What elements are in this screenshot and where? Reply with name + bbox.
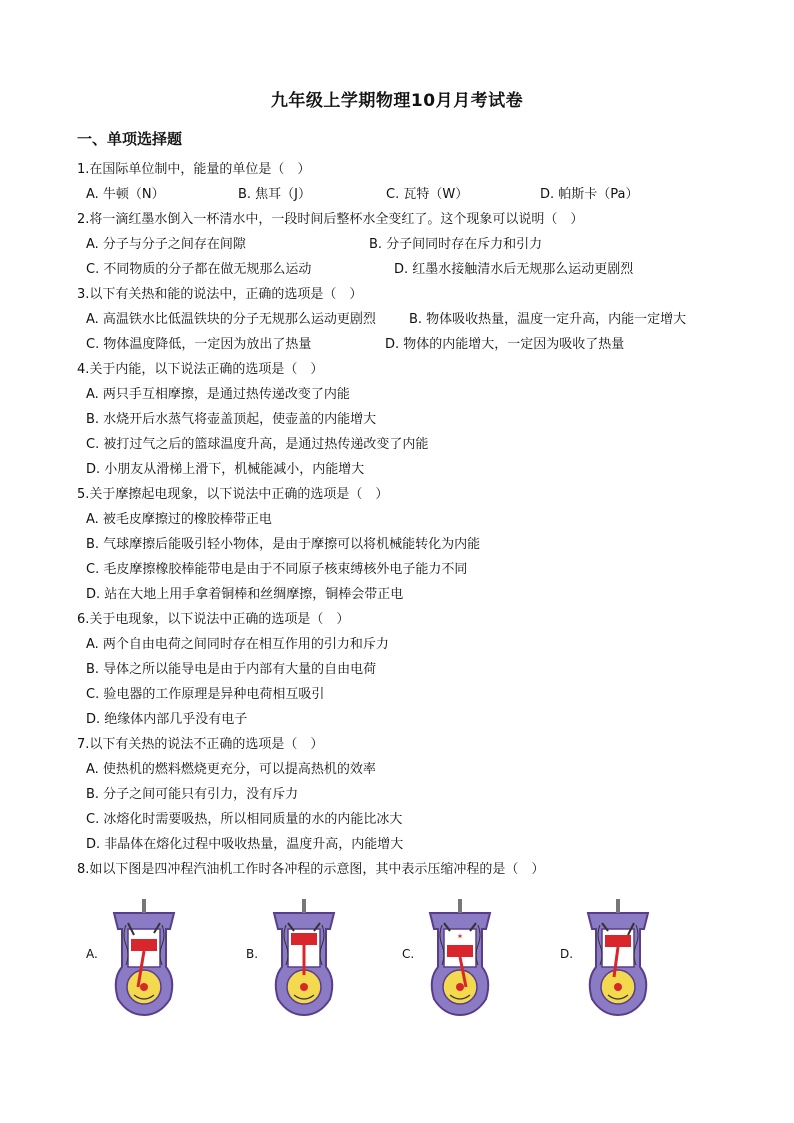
- question-4-option-b: B. 水烧开后水蒸气将壶盖顶起，使壶盖的内能增大: [86, 412, 377, 427]
- svg-text:✶: ✶: [456, 932, 464, 941]
- engine-diagram-d: [578, 895, 658, 1017]
- question-2-option-a: A. 分子与分子之间存在间隙: [86, 237, 246, 252]
- engine-figure-c: [402, 895, 532, 1020]
- question-8-stem: 8.如以下图是四冲程汽油机工作时各冲程的示意图，其中表示压缩冲程的是（ ）: [77, 862, 545, 877]
- question-1-stem: 1.在国际单位制中，能量的单位是（ ）: [77, 162, 311, 177]
- question-6-option-d: D. 绝缘体内部几乎没有电子: [86, 712, 248, 727]
- question-6-option-b: B. 导体之所以能导电是由于内部有大量的自由电荷: [86, 662, 377, 677]
- question-1-option-b: B. 焦耳（J）: [238, 187, 312, 202]
- question-7-stem: 7.以下有关热的说法不正确的选项是（ ）: [77, 737, 324, 752]
- question-2-option-c: C. 不同物质的分子都在做无规那么运动: [86, 262, 312, 277]
- question-1-option-d: D. 帕斯卡（Pa）: [540, 187, 639, 202]
- engine-diagram-c: [420, 895, 500, 1017]
- engine-figure-a: [86, 895, 216, 1020]
- engine-diagram-a: [104, 895, 184, 1017]
- engine-figures: [0, 895, 794, 1025]
- question-7-option-a: A. 使热机的燃料燃烧更充分，可以提高热机的效率: [86, 762, 376, 777]
- engine-figure-d: [560, 895, 690, 1020]
- question-5-option-a: A. 被毛皮摩擦过的橡胶棒带正电: [86, 512, 272, 527]
- question-6-stem: 6.关于电现象，以下说法中正确的选项是（ ）: [77, 612, 350, 627]
- question-4-stem: 4.关于内能，以下说法正确的选项是（ ）: [77, 362, 324, 377]
- question-7-option-c: C. 冰熔化时需要吸热，所以相同质量的水的内能比冰大: [86, 812, 403, 827]
- question-2-stem: 2.将一滴红墨水倒入一杯清水中，一段时间后整杯水全变红了。这个现象可以说明（ ）: [77, 212, 584, 227]
- question-3-option-c: C. 物体温度降低，一定因为放出了热量: [86, 337, 312, 352]
- page-title: 九年级上学期物理10月月考试卷: [270, 91, 524, 111]
- question-5-option-d: D. 站在大地上用手拿着铜棒和丝绸摩擦，铜棒会带正电: [86, 587, 404, 602]
- question-5-option-b: B. 气球摩擦后能吸引轻小物体，是由于摩擦可以将机械能转化为内能: [86, 537, 481, 552]
- figure-label-b: B.: [246, 947, 259, 961]
- section-heading: 一、单项选择题: [77, 130, 183, 148]
- question-6-option-c: C. 验电器的工作原理是异种电荷相互吸引: [86, 687, 325, 702]
- question-2-option-b: B. 分子间同时存在斥力和引力: [369, 237, 543, 252]
- question-3-stem: 3.以下有关热和能的说法中，正确的选项是（ ）: [77, 287, 363, 302]
- question-5-option-c: C. 毛皮摩擦橡胶棒能带电是由于不同原子核束缚核外电子能力不同: [86, 562, 468, 577]
- question-1-option-a: A. 牛顿（N）: [86, 187, 165, 202]
- figure-label-c: C.: [402, 947, 415, 961]
- question-4-option-d: D. 小朋友从滑梯上滑下，机械能减小，内能增大: [86, 462, 365, 477]
- question-4-option-a: A. 两只手互相摩擦，是通过热传递改变了内能: [86, 387, 350, 402]
- figure-label-a: A.: [86, 947, 98, 961]
- question-2-option-d: D. 红墨水接触清水后无规那么运动更剧烈: [394, 262, 634, 277]
- question-3-option-b: B. 物体吸收热量，温度一定升高，内能一定增大: [409, 312, 687, 327]
- engine-diagram-b: [264, 895, 344, 1017]
- question-7-option-b: B. 分子之间可能只有引力，没有斥力: [86, 787, 299, 802]
- question-1-option-c: C. 瓦特（W）: [386, 187, 469, 202]
- question-7-option-d: D. 非晶体在熔化过程中吸收热量，温度升高，内能增大: [86, 837, 404, 852]
- question-3-option-a: A. 高温铁水比低温铁块的分子无规那么运动更剧烈: [86, 312, 376, 327]
- engine-figure-b: [246, 895, 376, 1020]
- question-6-option-a: A. 两个自由电荷之间同时存在相互作用的引力和斥力: [86, 637, 389, 652]
- question-3-option-d: D. 物体的内能增大，一定因为吸收了热量: [385, 337, 625, 352]
- question-5-stem: 5.关于摩擦起电现象，以下说法中正确的选项是（ ）: [77, 487, 389, 502]
- figure-label-d: D.: [560, 947, 574, 961]
- question-4-option-c: C. 被打过气之后的篮球温度升高，是通过热传递改变了内能: [86, 437, 429, 452]
